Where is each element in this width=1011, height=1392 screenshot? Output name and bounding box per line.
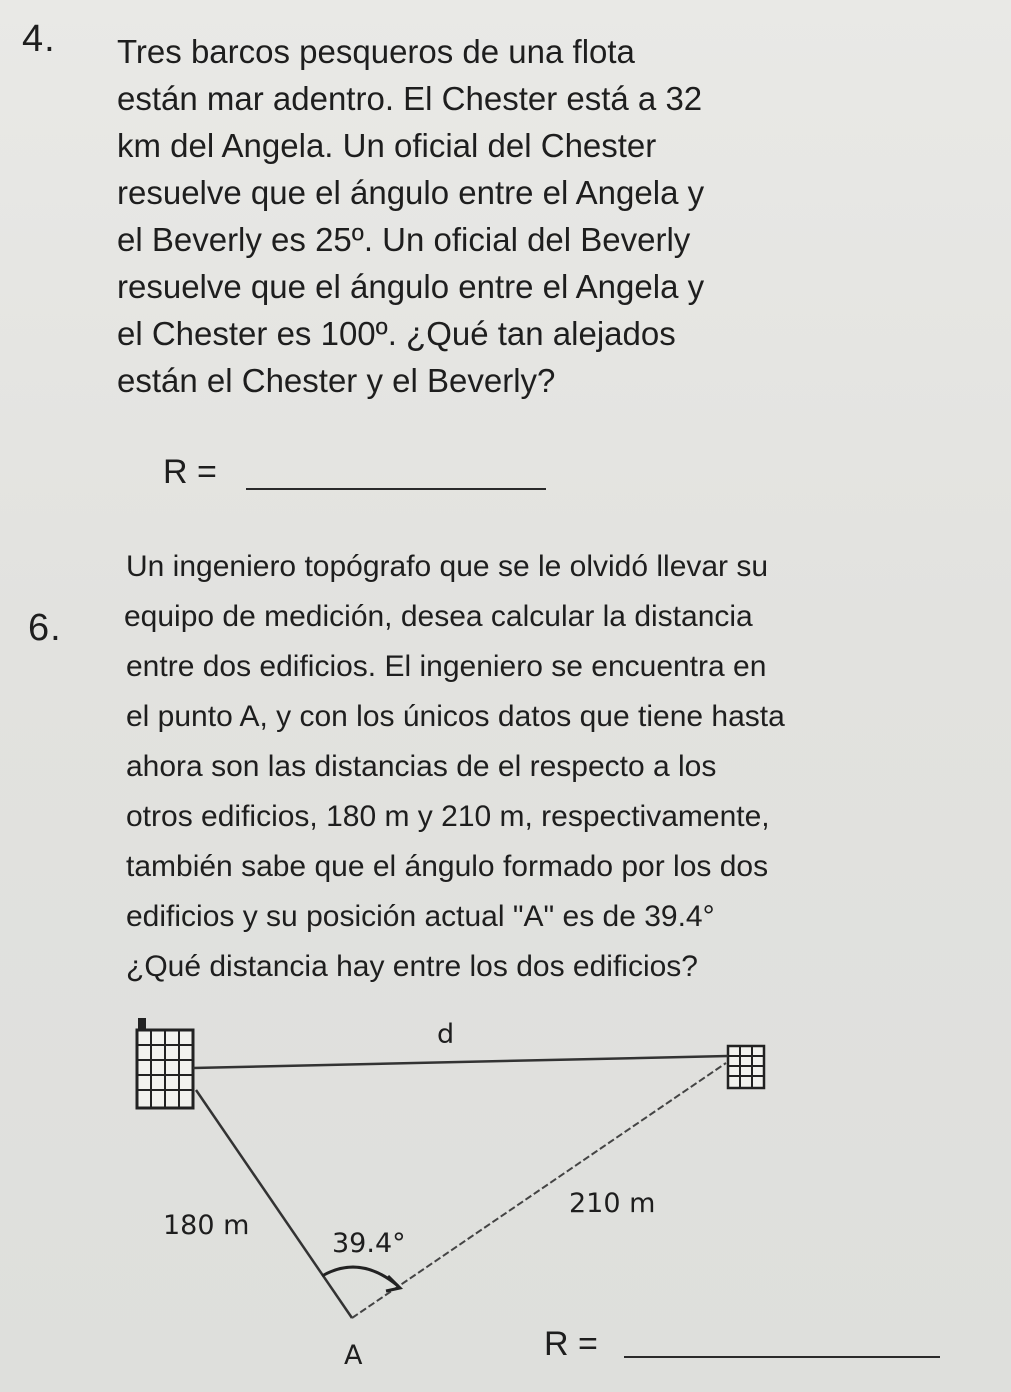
right-building-icon <box>728 1046 764 1088</box>
problem-4-line: resuelve que el ángulo entre el Angela y <box>117 268 705 305</box>
problem-6-line: también sabe que el ángulo formado por los dos <box>126 850 769 883</box>
problem-6-number: 6. <box>28 607 62 649</box>
problem-6-answer-blank[interactable] <box>624 1356 940 1358</box>
problem-4-line: el Chester es 100º. ¿Qué tan alejados <box>117 315 676 352</box>
label-210m: 210 m <box>569 1188 656 1219</box>
label-180m: 180 m <box>163 1210 250 1241</box>
problem-4-line: están el Chester y el Beverly? <box>117 362 556 399</box>
problem-6-line: equipo de medición, desea calcular la distancia <box>124 600 753 633</box>
problem-6-line: ¿Qué distancia hay entre los dos edificios? <box>126 950 698 983</box>
problem-4-line: km del Angela. Un oficial del Chester <box>117 127 657 164</box>
left-building-icon <box>137 1018 193 1108</box>
side-210-line <box>352 1063 726 1318</box>
angle-arc <box>322 1267 398 1286</box>
problem-4-line: resuelve que el ángulo entre el Angela y <box>117 174 705 211</box>
problem-6-line: el punto A, y con los únicos datos que tiene hasta <box>126 700 785 733</box>
label-d: d <box>437 1019 455 1050</box>
problem-4-number: 4. <box>22 18 56 60</box>
problem-4-line: el Beverly es 25º. Un oficial del Beverly <box>117 221 691 258</box>
side-180-line <box>196 1090 352 1318</box>
label-vertex-a: A <box>344 1340 363 1371</box>
problem-6-line: Un ingeniero topógrafo que se le olvidó llevar su <box>126 550 769 583</box>
problem-4-line: están mar adentro. El Chester está a 32 <box>117 80 703 117</box>
problem-6-line: ahora son las distancias de el respecto a los <box>126 750 717 783</box>
problem-6-line: otros edificios, 180 m y 210 m, respectivamente, <box>126 800 770 833</box>
problem-4-line: Tres barcos pesqueros de una flota <box>117 33 635 70</box>
problem-6-line: entre dos edificios. El ingeniero se encuentra en <box>126 650 767 683</box>
problem-6-line: edificios y su posición actual "A" es de 39.4° <box>126 900 715 933</box>
problem-6-answer-label: R = <box>544 1325 598 1363</box>
problem-4-answer-label: R = <box>163 453 217 491</box>
label-angle: 39.4° <box>332 1228 406 1259</box>
side-d-line <box>193 1056 728 1068</box>
